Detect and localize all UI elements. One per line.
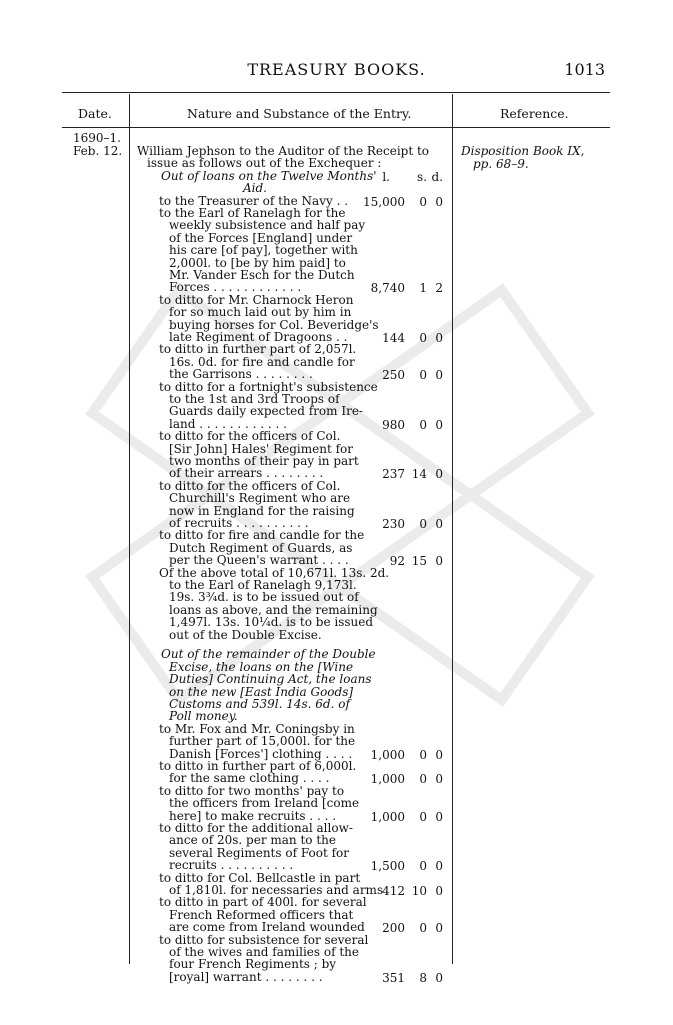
amount-shillings: 14 xyxy=(411,467,427,482)
header-bottom-rule xyxy=(62,127,610,128)
amount-pence: 0 xyxy=(435,809,443,824)
amount-pence: 0 xyxy=(435,859,443,874)
entry-item-line: several Regiments of Foot for xyxy=(169,845,349,860)
amount-pence: 0 xyxy=(435,970,443,985)
entry-item-line: of their arrears . . . . . . . . xyxy=(169,466,324,481)
entry-item-line: to ditto for the additional allow- xyxy=(159,821,353,836)
entry-item-line: late Regiment of Dragoons . . xyxy=(169,330,348,344)
amount-pounds: 1,000 xyxy=(370,809,405,824)
amount-pence: 0 xyxy=(435,554,443,569)
entry-item-line: now in England for the raising xyxy=(169,503,355,518)
amount-shillings: 10 xyxy=(411,884,427,899)
currency-head-l: l. xyxy=(382,169,390,184)
entry-item-line: of recruits . . . . . . . . . . xyxy=(169,516,309,530)
section-heading: Out of loans on the Twelve Months' xyxy=(161,168,377,183)
entry-item-line: the officers from Ireland [come xyxy=(169,796,360,811)
amount-shillings: 0 xyxy=(419,772,427,787)
amount-pence: 0 xyxy=(435,194,443,209)
amount-shillings: 0 xyxy=(419,417,427,432)
entry-item-line: Churchill's Regiment who are xyxy=(169,491,351,506)
amount-shillings: 8 xyxy=(419,970,427,985)
amount-shillings: 0 xyxy=(419,747,427,762)
amount-pence: 2 xyxy=(435,281,443,296)
entry-item-line: to Mr. Fox and Mr. Coningsby in xyxy=(159,721,355,736)
entry-date: Feb. 12. xyxy=(73,144,123,158)
amount-pounds: 92 xyxy=(389,554,405,569)
reference-line-1: Disposition Book IX, xyxy=(461,144,585,158)
entry-item-line: [Sir John] Hales' Regiment for xyxy=(169,441,354,456)
entry-item-line: his care [of pay], together with xyxy=(169,243,358,258)
entry-item-line: 16s. 0d. for fire and candle for xyxy=(169,354,355,369)
intro-line: William Jephson to the Auditor of the Receipt to xyxy=(137,144,430,158)
entry-item-line: [royal] warrant . . . . . . . . xyxy=(169,969,323,984)
entry-item-line: weekly subsistence and half pay xyxy=(169,218,366,233)
entry-item-line: to ditto for the officers of Col. xyxy=(159,478,341,493)
amount-pence: 0 xyxy=(435,517,443,531)
section-heading: on the new [East India Goods] xyxy=(169,684,354,699)
entry-item-line: to ditto for Col. Bellcastle in part xyxy=(159,870,361,885)
amount-pounds: 1,000 xyxy=(370,747,405,762)
entry-item-line: of the Forces [England] under xyxy=(169,230,353,245)
entry-item-line: the Garrisons . . . . . . . . xyxy=(169,367,313,382)
amount-shillings: 0 xyxy=(419,331,427,345)
entry-item-line: to ditto for the officers of Col. xyxy=(159,429,341,444)
amount-shillings: 15 xyxy=(411,554,427,569)
amount-shillings: 0 xyxy=(419,859,427,874)
entry-item-line: to ditto for two months' pay to xyxy=(159,783,345,798)
entry-item-line: Guards daily expected from Ire- xyxy=(169,404,363,419)
currency-head-s: s. xyxy=(417,169,427,184)
entry-item-line: to ditto for fire and candle for the xyxy=(159,528,365,543)
entry-item-line: recruits . . . . . . . . . . xyxy=(169,858,294,873)
page-number: 1013 xyxy=(564,60,605,79)
note-line: out of the Double Excise. xyxy=(169,627,322,642)
amount-pounds: 351 xyxy=(382,970,405,985)
amount-pounds: 250 xyxy=(382,368,405,383)
amount-pence: 0 xyxy=(435,331,443,345)
amount-pounds: 980 xyxy=(382,417,405,432)
entry-item-line: further part of 15,000l. for the xyxy=(169,734,356,749)
entry-item-line: French Reformed officers that xyxy=(169,907,354,922)
amount-pence: 0 xyxy=(435,884,443,899)
note-line: 19s. 3¾d. is to be issued out of xyxy=(169,590,359,605)
note-line: loans as above, and the remaining xyxy=(169,602,378,617)
running-title: TREASURY BOOKS. xyxy=(247,60,426,79)
entry-item-line: Danish [Forces'] clothing . . . . xyxy=(169,746,353,761)
amount-pence: 0 xyxy=(435,467,443,482)
amount-shillings: 0 xyxy=(419,921,427,936)
note-line: to the Earl of Ranelagh 9,173l. xyxy=(169,578,357,592)
column-head-nature: Nature and Substance of the Entry. xyxy=(187,106,412,121)
amount-pounds: 200 xyxy=(382,921,405,936)
entry-item-line: to ditto for a fortnight's subsistence xyxy=(159,379,378,394)
column-head-date: Date. xyxy=(78,106,112,121)
amount-pounds: 1,500 xyxy=(370,859,405,874)
entry-item-line: of 1,810l. for necessaries and arms xyxy=(169,883,384,898)
column-head-reference: Reference. xyxy=(500,106,569,121)
entry-item-line: are come from Ireland wounded xyxy=(169,920,365,935)
intro-line: issue as follows out of the Exchequer : xyxy=(147,156,382,171)
entry-item-line: to the Treasurer of the Navy . . xyxy=(159,193,349,208)
entry-item-line: to ditto for subsistence for several xyxy=(159,932,369,947)
entry-item-line: of the wives and families of the xyxy=(169,945,359,960)
section-heading: Excise, the loans on the [Wine xyxy=(169,659,354,674)
entry-item-line: per the Queen's warrant . . . . xyxy=(169,553,349,568)
amount-pounds: 8,740 xyxy=(370,281,405,296)
entry-item-line: Mr. Vander Esch for the Dutch xyxy=(169,268,355,282)
entry-item-line: to the 1st and 3rd Troops of xyxy=(169,392,340,406)
entry-item-line: Forces . . . . . . . . . . . . xyxy=(169,280,302,295)
amount-pounds: 144 xyxy=(382,331,405,345)
amount-shillings: 1 xyxy=(419,281,427,296)
amount-shillings: 0 xyxy=(419,517,427,531)
entry-year: 1690–1. xyxy=(73,131,121,145)
note-line: Of the above total of 10,671l. 13s. 2d. xyxy=(159,565,390,580)
entry-item-line: four French Regiments ; by xyxy=(169,957,337,972)
amount-pence: 0 xyxy=(435,772,443,787)
entry-item-line: Dutch Regiment of Guards, as xyxy=(169,540,353,555)
amount-pounds: 1,000 xyxy=(370,772,405,787)
amount-pounds: 412 xyxy=(382,884,405,899)
amount-pounds: 230 xyxy=(382,517,405,531)
amount-shillings: 0 xyxy=(419,368,427,383)
section-heading: Customs and 539l. 14s. 6d. of xyxy=(169,697,350,712)
section-heading: Out of the remainder of the Double xyxy=(161,647,376,662)
entry-item-line: for the same clothing . . . . xyxy=(169,771,330,786)
entry-item-line: ance of 20s. per man to the xyxy=(169,833,336,848)
amount-pence: 0 xyxy=(435,921,443,936)
section-heading: Duties] Continuing Act, the loans xyxy=(169,672,372,687)
note-line: 1,497l. 13s. 10¼d. is to be issued xyxy=(169,615,374,630)
amount-shillings: 0 xyxy=(419,194,427,209)
entry-item-line: buying horses for Col. Beveridge's xyxy=(169,317,379,332)
amount-pence: 0 xyxy=(435,417,443,432)
entry-item-line: to ditto for Mr. Charnock Heron xyxy=(159,292,354,307)
amount-pence: 0 xyxy=(435,368,443,383)
entry-item-line: here] to make recruits . . . . xyxy=(169,808,337,823)
entry-item-line: two months of their pay in part xyxy=(169,454,359,468)
reference-line-2: pp. 68–9. xyxy=(473,157,529,171)
entry-item-line: land . . . . . . . . . . . . xyxy=(169,416,287,431)
entry-item-line: to ditto in further part of 6,000l. xyxy=(159,759,357,774)
amount-pounds: 237 xyxy=(382,467,405,482)
header-top-rule xyxy=(62,92,610,93)
entry-item-line: for so much laid out by him in xyxy=(169,305,352,320)
entry-item-line: to ditto in further part of 2,057l. xyxy=(159,342,357,357)
amount-pence: 0 xyxy=(435,747,443,762)
section-heading: Aid. xyxy=(243,181,267,196)
amount-pounds: 15,000 xyxy=(363,194,405,209)
entry-item-line: to ditto in part of 400l. for several xyxy=(159,895,367,910)
entry-item-line: to the Earl of Ranelagh for the xyxy=(159,206,346,220)
section-heading: Poll money. xyxy=(169,709,238,724)
currency-head-d: d. xyxy=(431,169,443,184)
amount-shillings: 0 xyxy=(419,809,427,824)
entry-item-line: 2,000l. to [be by him paid] to xyxy=(169,255,346,270)
